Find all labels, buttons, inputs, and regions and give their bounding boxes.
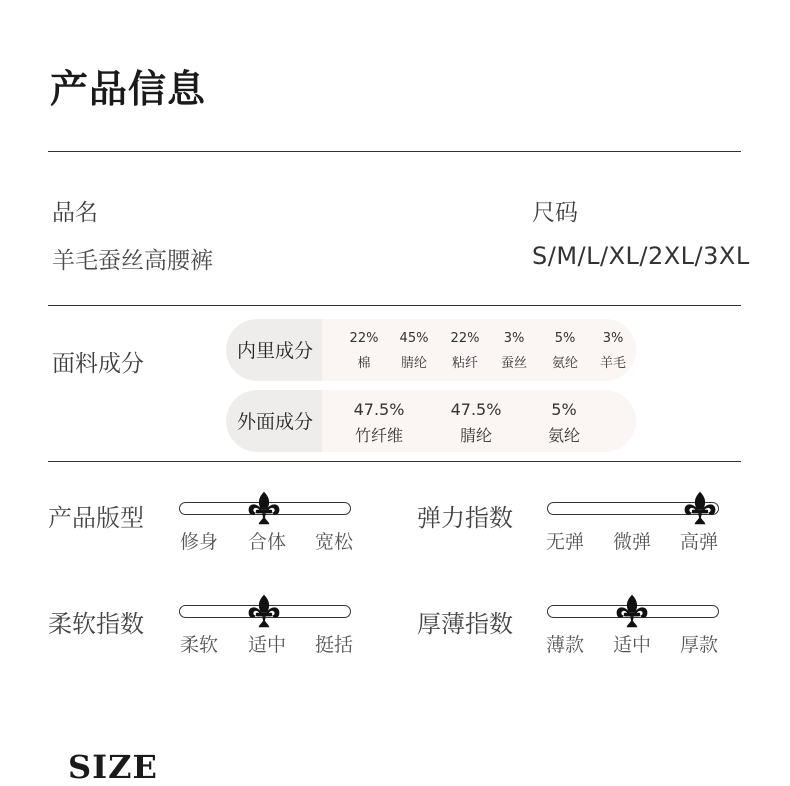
size-value: S/M/L/XL/2XL/3XL: [532, 242, 750, 270]
scale-label: 柔软: [180, 634, 219, 656]
composition-item: [492, 331, 536, 371]
inner-composition-cap: [226, 319, 322, 381]
fit-metric-label: 产品版型: [48, 504, 144, 532]
composition-percent: 45%: [399, 331, 429, 346]
fabric-label: 面料成分: [52, 351, 144, 377]
scale-label: 宽松: [315, 531, 354, 553]
product-name-label: 品名: [52, 200, 98, 226]
scale-label: 修身: [180, 531, 219, 553]
scale-label: 厚款: [680, 634, 719, 656]
composition-percent: 47.5%: [450, 400, 502, 419]
softness-metric-label: 柔软指数: [48, 610, 144, 638]
scale-label: 适中: [248, 634, 287, 656]
divider: [48, 151, 741, 152]
composition-percent: 22%: [450, 331, 480, 346]
composition-material: 羊毛: [599, 356, 626, 371]
fleur-de-lis-icon: [246, 593, 282, 629]
scale-label: 合体: [248, 531, 287, 553]
elasticity-metric-label: 弹力指数: [417, 504, 513, 532]
composition-material: 蚕丝: [500, 356, 527, 371]
outer-composition-pill: [226, 390, 636, 452]
composition-percent: 3%: [503, 331, 525, 346]
composition-material: 腈纶: [400, 356, 427, 371]
composition-material: 棉: [357, 356, 371, 371]
composition-percent: 5%: [554, 331, 576, 346]
fleur-de-lis-icon: [682, 490, 718, 526]
composition-percent: 47.5%: [353, 400, 405, 419]
composition-material: 粘纤: [451, 356, 478, 371]
composition-percent: 22%: [349, 331, 379, 346]
scale-label: 适中: [613, 634, 652, 656]
page-title: 产品信息: [50, 67, 207, 111]
composition-item: [392, 331, 436, 371]
scale-label: 高弹: [680, 531, 719, 553]
composition-material: 氨纶: [547, 426, 580, 445]
fleur-de-lis-icon: [614, 593, 650, 629]
composition-item: [344, 400, 414, 446]
outer-composition-cap: [226, 390, 322, 452]
composition-item: [529, 400, 599, 446]
composition-item: [543, 331, 587, 371]
fleur-de-lis-icon: [246, 490, 282, 526]
outer-composition-label: 外面成分: [237, 411, 314, 433]
size-heading: SIZE: [68, 748, 158, 786]
composition-item: [591, 331, 635, 371]
composition-percent: 3%: [602, 331, 624, 346]
composition-material: 氨纶: [551, 356, 578, 371]
composition-material: 腈纶: [459, 426, 492, 445]
inner-composition-pill: [226, 319, 636, 381]
composition-material: 竹纤维: [354, 426, 403, 445]
product-name-value: 羊毛蚕丝高腰裤: [52, 248, 213, 274]
divider: [48, 305, 741, 306]
composition-item: [441, 400, 511, 446]
thickness-metric-label: 厚薄指数: [417, 610, 513, 638]
size-label: 尺码: [532, 200, 578, 226]
scale-label: 挺括: [315, 634, 354, 656]
composition-item: [342, 331, 386, 371]
scale-label: 薄款: [546, 634, 585, 656]
scale-label: 无弹: [546, 531, 585, 553]
composition-item: [443, 331, 487, 371]
composition-percent: 5%: [551, 400, 577, 419]
divider: [48, 461, 741, 462]
inner-composition-label: 内里成分: [237, 340, 314, 362]
scale-label: 微弹: [613, 531, 652, 553]
